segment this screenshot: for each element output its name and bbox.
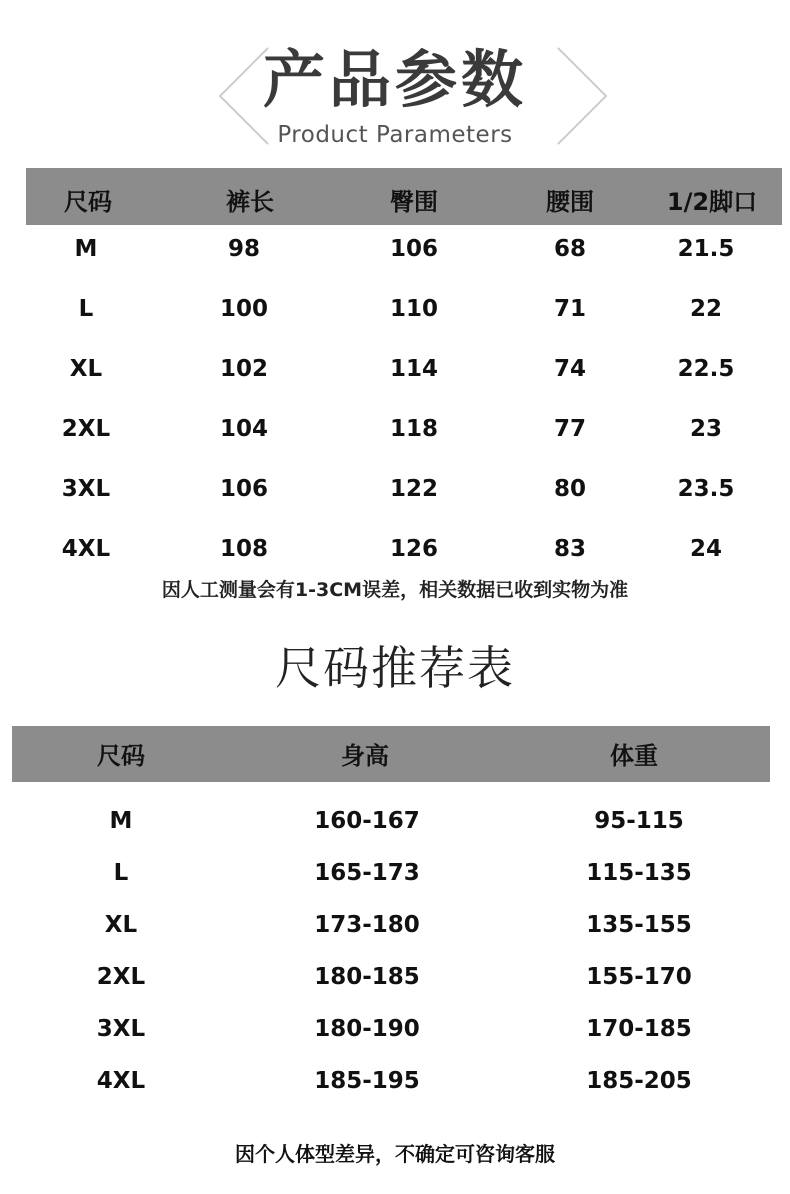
table-row	[0, 218, 790, 278]
size-table-header	[26, 168, 782, 225]
cell-waist: 71	[553, 296, 587, 322]
cell-weight: 95-115	[594, 808, 684, 834]
header-weight: 体重	[610, 742, 658, 770]
cell-leg-opening: 23.5	[677, 476, 735, 502]
recommend-table-header	[12, 726, 770, 782]
cell-size: 3XL	[96, 1016, 146, 1042]
measurement-note: 因人工测量会有1-3CM误差，相关数据已收到实物为准	[161, 579, 629, 601]
cell-size: 2XL	[61, 416, 111, 442]
cell-size: M	[74, 236, 98, 262]
cell-size: 2XL	[96, 964, 146, 990]
cell-leg-opening: 21.5	[677, 236, 735, 262]
table-row	[0, 1003, 790, 1055]
size-table-body	[0, 218, 790, 578]
cell-hip: 106	[389, 236, 439, 262]
cell-length: 106	[219, 476, 269, 502]
cell-hip: 114	[389, 356, 439, 382]
cell-weight: 155-170	[586, 964, 692, 990]
table-row	[0, 1055, 790, 1107]
table-row	[0, 847, 790, 899]
cell-leg-opening: 24	[689, 536, 723, 562]
table-row	[0, 518, 790, 578]
header-size: 尺码	[97, 742, 145, 770]
header-hip: 臀围	[390, 188, 438, 216]
table-row	[0, 951, 790, 1003]
header-size: 尺码	[64, 188, 112, 216]
header-waist: 腰围	[546, 188, 594, 216]
cell-leg-opening: 22.5	[677, 356, 735, 382]
cell-height: 165-173	[314, 860, 420, 886]
page-subtitle: Product Parameters	[277, 122, 513, 148]
cell-size: XL	[69, 356, 103, 382]
cell-height: 160-167	[314, 808, 420, 834]
cell-length: 102	[219, 356, 269, 382]
cell-size: L	[113, 860, 129, 886]
cell-height: 185-195	[314, 1068, 420, 1094]
cell-weight: 115-135	[586, 860, 692, 886]
cell-length: 98	[227, 236, 261, 262]
cell-waist: 80	[553, 476, 587, 502]
cell-height: 173-180	[314, 912, 420, 938]
header-leg-opening: 1/2脚口	[666, 188, 758, 216]
recommend-table-body	[0, 795, 790, 1107]
cell-weight: 135-155	[586, 912, 692, 938]
cell-waist: 68	[553, 236, 587, 262]
cell-size: 4XL	[96, 1068, 146, 1094]
table-row	[0, 899, 790, 951]
recommend-title: 尺码推荐表	[275, 641, 515, 695]
table-row	[0, 338, 790, 398]
table-row	[0, 458, 790, 518]
cell-hip: 122	[389, 476, 439, 502]
cell-waist: 77	[553, 416, 587, 442]
cell-weight: 170-185	[586, 1016, 692, 1042]
cell-height: 180-190	[314, 1016, 420, 1042]
header-length: 裤长	[226, 188, 274, 216]
cell-hip: 110	[389, 296, 439, 322]
cell-size: XL	[104, 912, 138, 938]
cell-length: 100	[219, 296, 269, 322]
page-title: 产品参数	[262, 43, 527, 116]
header-height: 身高	[341, 742, 389, 770]
cell-hip: 118	[389, 416, 439, 442]
cell-leg-opening: 23	[689, 416, 723, 442]
cell-size: L	[78, 296, 94, 322]
table-row	[0, 795, 790, 847]
title-section	[0, 0, 790, 165]
cell-height: 180-185	[314, 964, 420, 990]
cell-length: 104	[219, 416, 269, 442]
cell-leg-opening: 22	[689, 296, 723, 322]
table-row	[0, 398, 790, 458]
cell-hip: 126	[389, 536, 439, 562]
cell-length: 108	[219, 536, 269, 562]
table-row	[0, 278, 790, 338]
cell-waist: 83	[553, 536, 587, 562]
cell-waist: 74	[553, 356, 587, 382]
cell-size: 3XL	[61, 476, 111, 502]
body-type-note: 因个人体型差异，不确定可咨询客服	[235, 1142, 555, 1166]
cell-size: 4XL	[61, 536, 111, 562]
cell-weight: 185-205	[586, 1068, 692, 1094]
cell-size: M	[109, 808, 133, 834]
